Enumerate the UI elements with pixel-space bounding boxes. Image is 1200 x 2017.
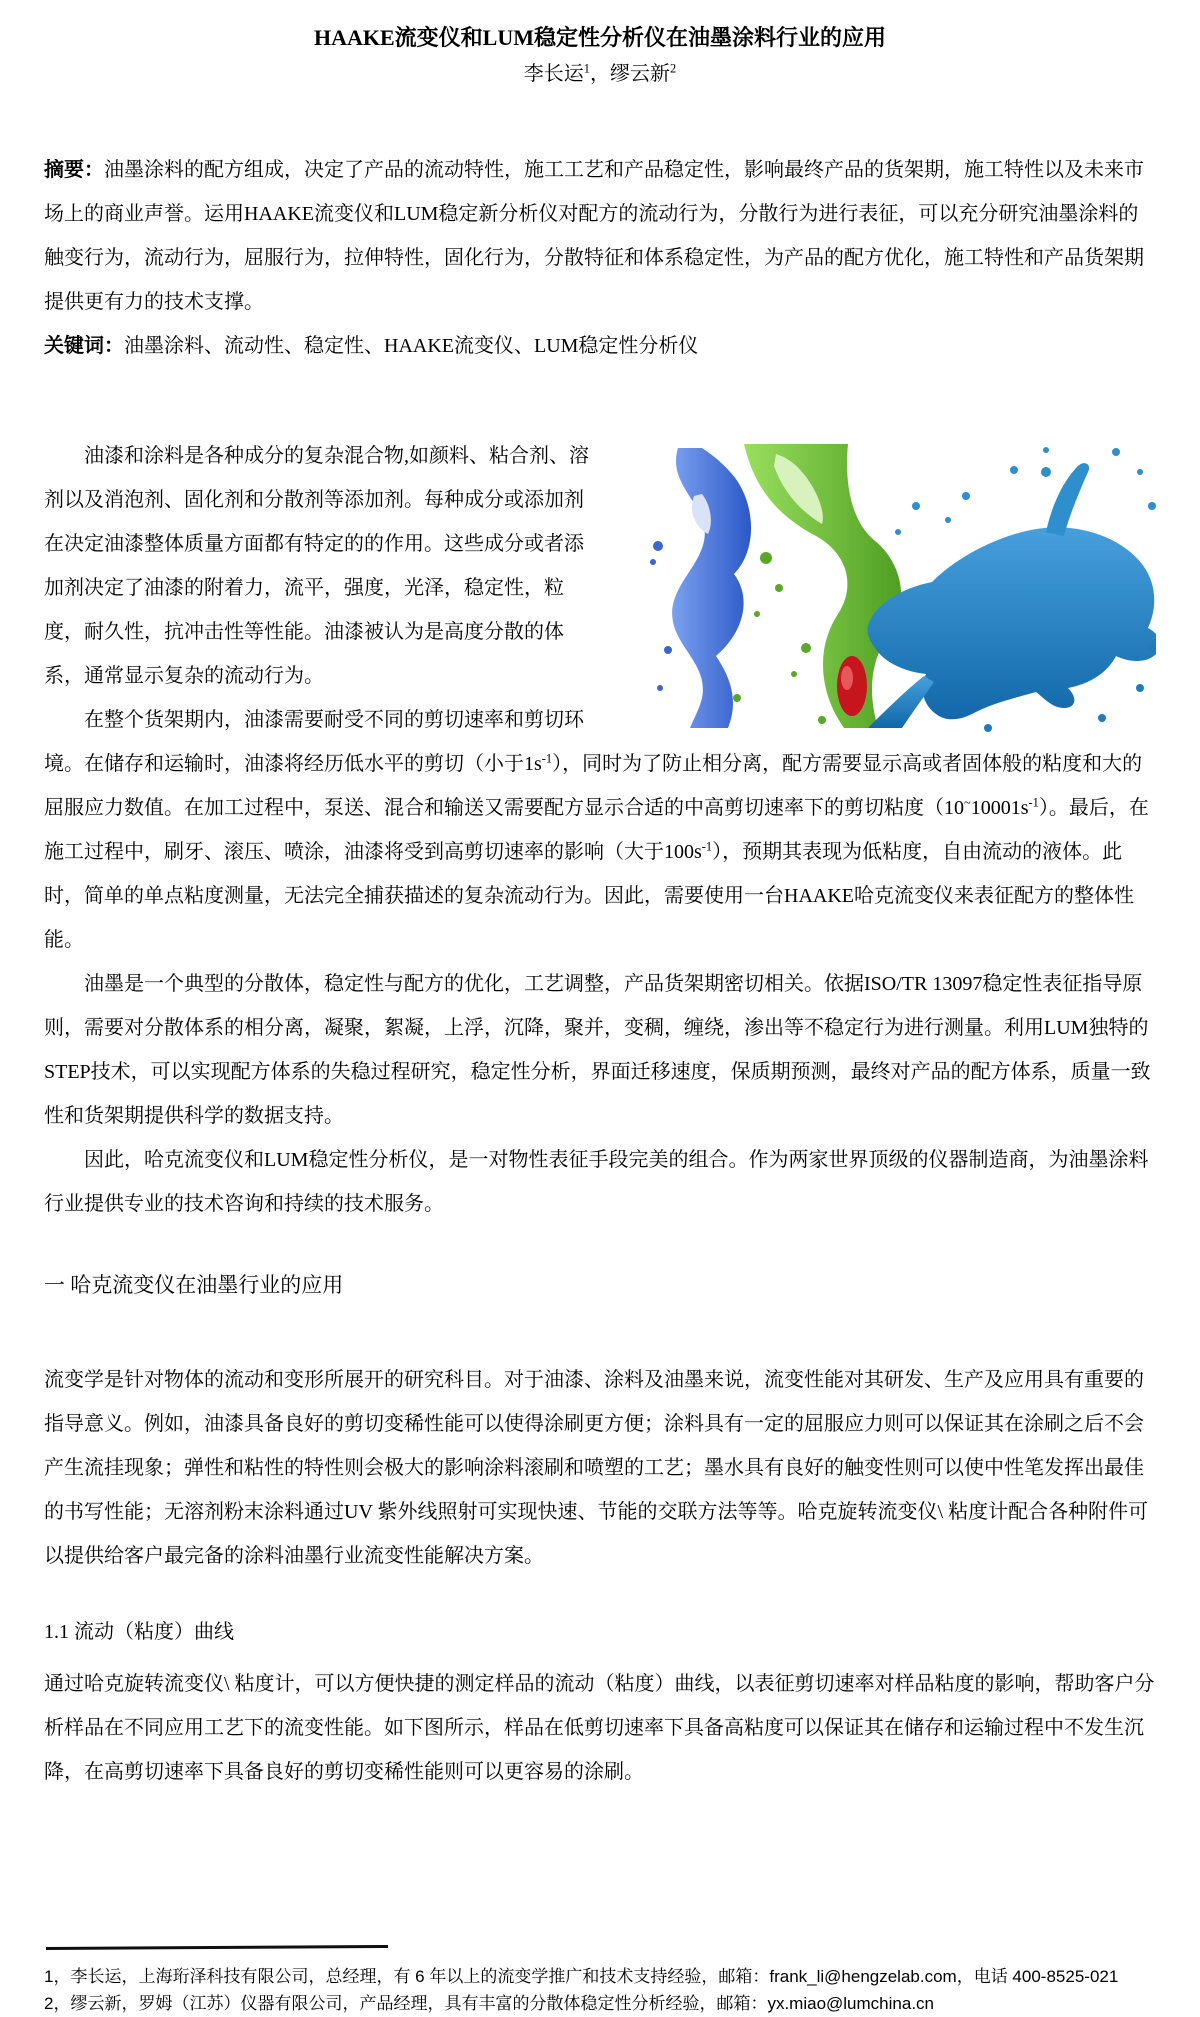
- intro-paragraph-2-text: ），同时为了防止相分离，配方需要显示高或者固体般的粘度和大的屈服应力数值。在加工过程中，泵送、混合和输送又需要配方显示合适的中高剪切速率下的剪切粘度（10: [44, 753, 1143, 819]
- green-ribbon-shape: [733, 444, 901, 728]
- intro-paragraph-2-text: 在整个货架期内，油漆需要耐受不同的剪切速率和剪切环境。在储存和运输时，油漆将经历低水平的剪切（小于1s: [44, 709, 584, 775]
- footnote-separator-rule: [46, 1945, 388, 1950]
- author-1-footnote-ref: 1: [583, 61, 590, 76]
- intro-paragraph-2: [44, 698, 1156, 962]
- shear-rate-superscript: -1: [541, 751, 553, 766]
- author-2-footnote-ref: 2: [670, 61, 677, 76]
- keywords-line: [44, 324, 1156, 368]
- intro-paragraph-3: 油墨是一个典型的分散体，稳定性与配方的优化，工艺调整，产品货架期密切相关。依据ISO/TR 13097稳定性表征指导原则，需要对分散体系的相分离，凝聚，絮凝，上浮，沉降，聚并，变稠，缠绕，渗出等不稳定行为进行测量。利用LUM独特的STEP技术，可以实现配方体系的失稳过程研究，稳定性分析，界面迁移速度，保质期预测，最终对产品的配方体系，质量一致性和货架期提供科学的数据支持。: [44, 973, 1151, 1127]
- page-title: HAAKE流变仪和LUM稳定性分析仪在油墨涂料行业的应用: [313, 25, 886, 50]
- document-body: [44, 434, 1156, 1794]
- blue-splash-shape: [867, 447, 1156, 732]
- intro-paragraph-2-text: ）。最后，在施工过程中，刷牙、滚压、喷涂，油漆将受到高剪切速率的影响（大于100s: [44, 797, 1149, 863]
- section-1-heading: 一 哈克流变仪在油墨行业的应用: [44, 1273, 344, 1297]
- authors-separator: ，: [590, 63, 610, 85]
- keywords-text: 油墨涂料、流动性、稳定性、HAAKE流变仪、LUM稳定性分析仪: [124, 335, 699, 357]
- paint-splash-image: [616, 436, 1156, 736]
- abstract-paragraph: [44, 148, 1156, 324]
- range-tilde-superscript: ~: [964, 795, 971, 810]
- author-1: 李长运: [523, 63, 584, 85]
- footnote-2: 2，缪云新，罗姆（江苏）仪器有限公司，产品经理，具有丰富的分散体稳定性分析经验，邮箱：yx.miao@lumchina.cn: [44, 1994, 934, 2013]
- abstract-text: 油墨涂料的配方组成，决定了产品的流动特性，施工工艺和产品稳定性，影响最终产品的货架期，施工特性以及未来市场上的商业声誉。运用HAAKE流变仪和LUM稳定新分析仪对配方的流动行为，分散行为进行表征，可以充分研究油墨涂料的触变行为，流动行为，屈服行为，拉伸特性，固化行为，分散特征和体系稳定性，为产品的配方优化，施工特性和产品货架期提供更有力的技术支撑。: [44, 159, 1144, 313]
- intro-paragraph-2-text: 10001s: [970, 797, 1029, 819]
- section-1-1-paragraph: 通过哈克旋转流变仪\ 粘度计，可以方便快捷的测定样品的流动（粘度）曲线，以表征剪切速率对样品粘度的影响，帮助客户分析样品在不同应用工艺下的流变性能。如下图所示，样品在低剪切速率下具备高粘度可以保证其在储存和运输过程中不发生沉降，在高剪切速率下具备良好的剪切变稀性能则可以更容易的涂刷。: [44, 1673, 1155, 1783]
- shear-rate-superscript: -1: [1028, 795, 1039, 810]
- intro-paragraph-4: 因此，哈克流变仪和LUM稳定性分析仪，是一对物性表征手段完美的组合。作为两家世界顶级的仪器制造商，为油墨涂料行业提供专业的技术咨询和持续的技术服务。: [44, 1149, 1149, 1215]
- red-paint-blob: [837, 656, 867, 716]
- blue-ribbon-shape: [650, 448, 751, 728]
- section-1-1-heading: 1.1 流动（粘度）曲线: [44, 1621, 234, 1643]
- shear-rate-superscript: -1: [701, 839, 713, 854]
- footnote-block: [44, 1946, 1156, 2017]
- intro-paragraph-1: 油漆和涂料是各种成分的复杂混合物,如颜料、粘合剂、溶剂以及消泡剂、固化剂和分散剂等添加剂。每种成分或添加剂在决定油漆整体质量方面都有特定的的作用。这些成分或者添加剂决定了油漆的附着力，流平，强度，光泽，稳定性，粒度，耐久性，抗冲击性等性能。油漆被认为是高度分散的体系，通常显示复杂的流动行为。: [44, 445, 589, 687]
- abstract-label: 摘要：: [44, 159, 104, 181]
- footnote-1: 1，李长运，上海珩泽科技有限公司，总经理，有 6 年以上的流变学推广和技术支持经验，邮箱：frank_li@hengzelab.com，电话 400-8525-021: [44, 1967, 1119, 1986]
- intro-paragraph-2-text: ），预期其表现为低粘度，自由流动的液体。此时，简单的单点粘度测量，无法完全捕获描述的复杂流动行为。因此，需要使用一台HAAKE哈克流变仪来表征配方的整体性能。: [44, 841, 1134, 951]
- authors-line: [44, 58, 1156, 90]
- author-2: 缪云新: [610, 63, 670, 85]
- paint-splash-graphic: [616, 436, 1156, 736]
- section-1-paragraph: 流变学是针对物体的流动和变形所展开的研究科目。对于油漆、涂料及油墨来说，流变性能对其研发、生产及应用具有重要的指导意义。例如，油漆具备良好的剪切变稀性能可以使得涂刷更方便；涂料具有一定的屈服应力则可以保证其在涂刷之后不会产生流挂现象；弹性和粘性的特性则会极大的影响涂料滚刷和喷塑的工艺；墨水具有良好的触变性则可以使中性笔发挥出最佳的书写性能；无溶剂粉末涂料通过UV 紫外线照射可实现快速、节能的交联方法等等。哈克旋转流变仪\ 粘度计配合各种附件可以提供给客户最完备的涂料油墨行业流变性能解决方案。: [44, 1369, 1149, 1567]
- keywords-label: 关键词：: [44, 335, 124, 357]
